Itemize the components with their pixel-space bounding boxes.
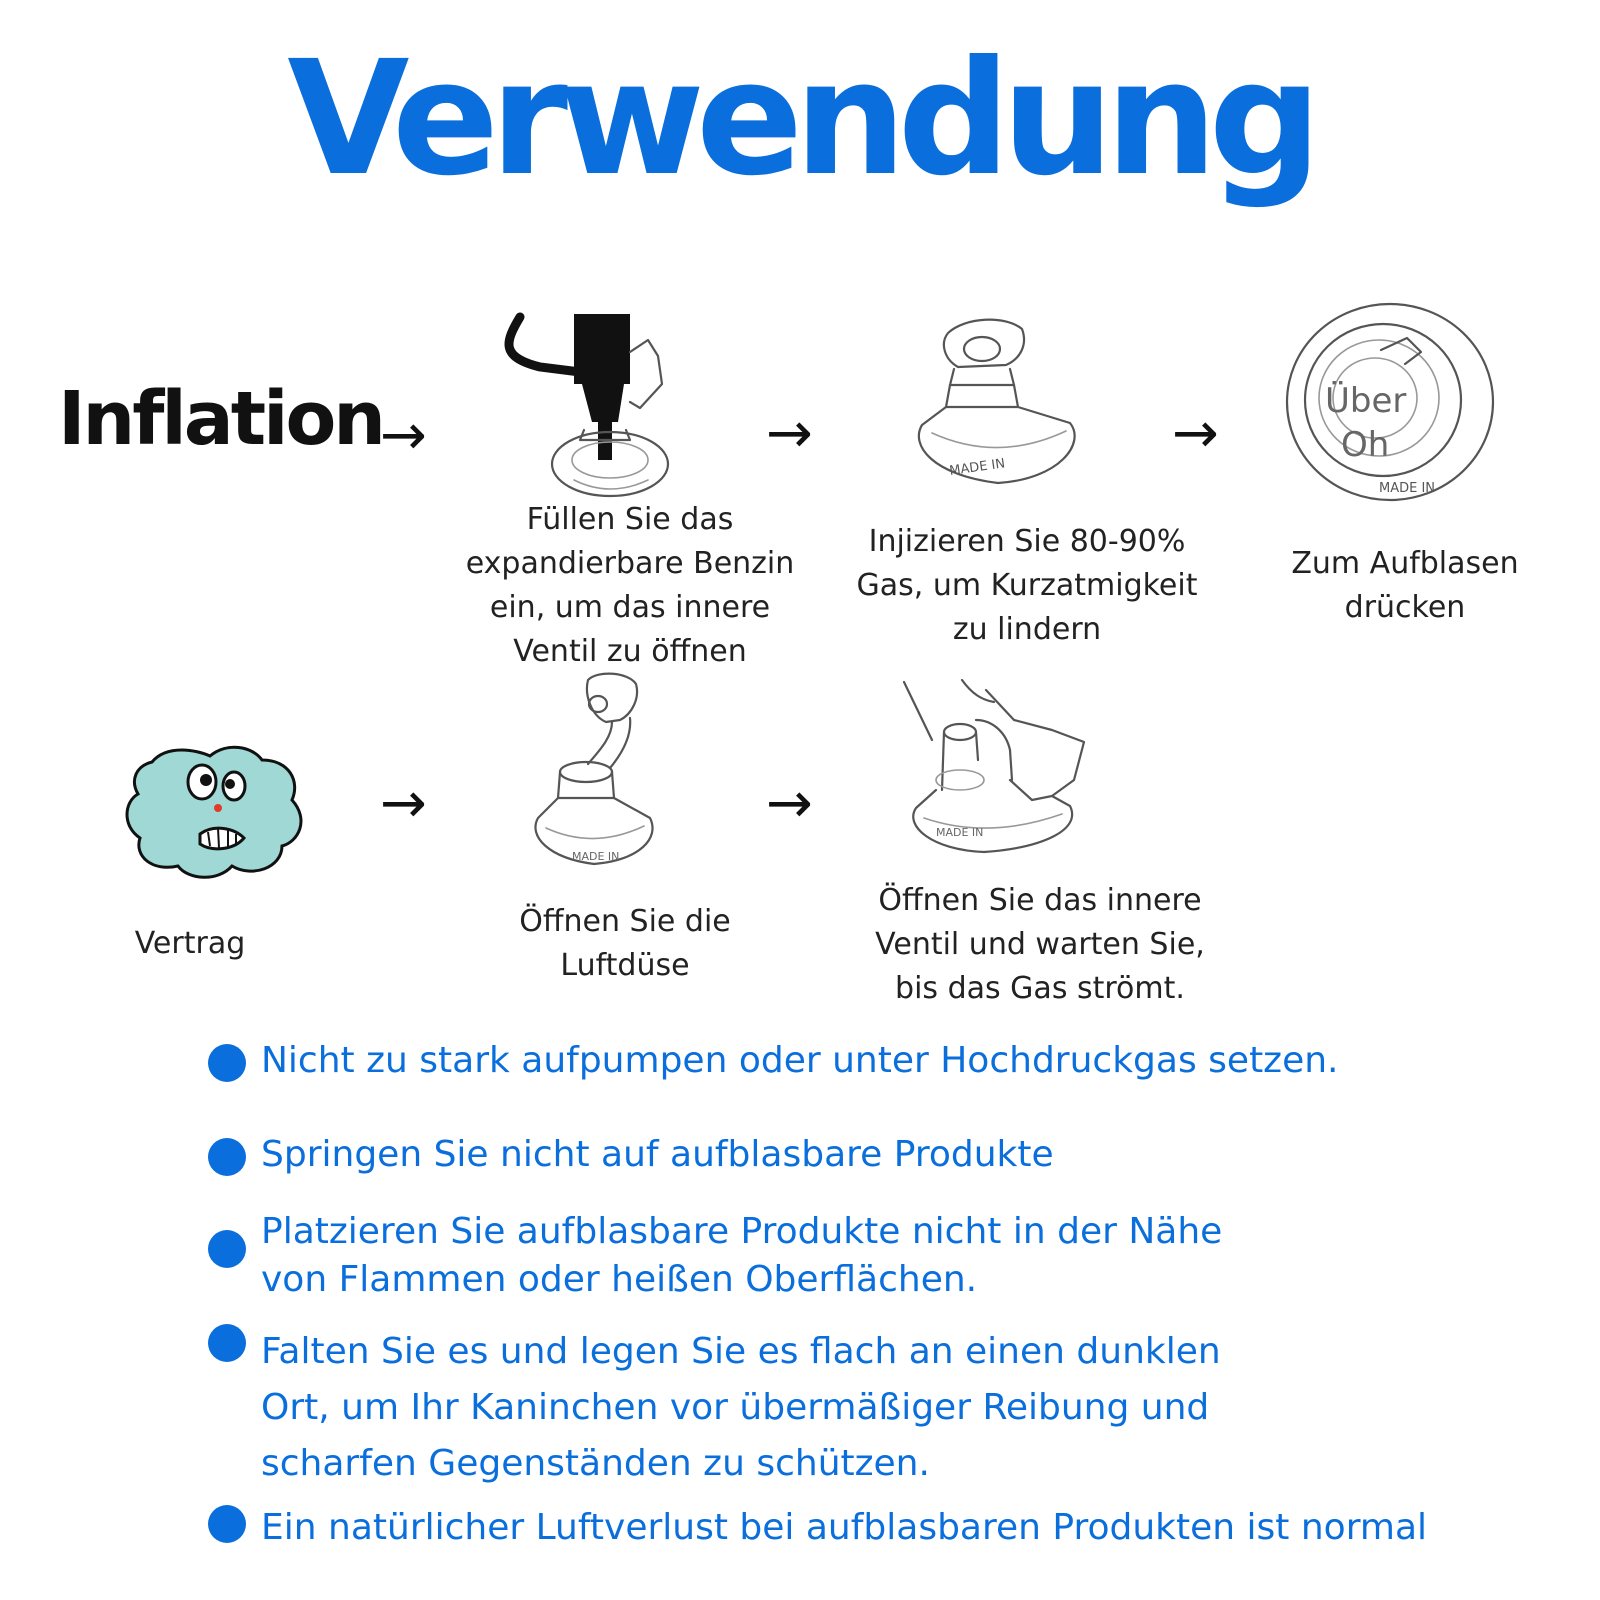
page-title: Verwendung [287, 27, 1313, 211]
valve-inject-drawing [910, 315, 1085, 500]
arrow-icon: → [380, 403, 427, 468]
valve-text-lower: Oh [1341, 425, 1390, 465]
cloud-character-icon [122, 742, 312, 882]
valve-release-drawing [902, 680, 1087, 855]
step-inject-caption: Injizieren Sie 80-90% Gas, um Kurzatmigkeit zu lindern [856, 524, 1198, 647]
deflation-label: Vertrag [134, 926, 246, 961]
valve-text-upper: Über [1325, 381, 1407, 421]
step-fill-caption: Füllen Sie das expandierbare Benzin ein, um das innere Ventil zu öffnen [465, 502, 795, 669]
inflation-label: Inflation [58, 376, 383, 462]
valve-print-text: MADE IN [572, 850, 620, 863]
bullet-icon [208, 1324, 246, 1362]
arrow-icon: → [380, 771, 427, 836]
valve-print-text: MADE IN [948, 456, 1007, 479]
step-open-nozzle-caption: Öffnen Sie die Luftdüse [519, 904, 731, 983]
bullet-icon [208, 1230, 246, 1268]
bullet-icon [208, 1138, 246, 1176]
valve-print-text: MADE IN [1379, 481, 1436, 496]
bullet-icon [208, 1044, 246, 1082]
step-release-caption: Öffnen Sie das innere Ventil und warten Sie, bis das Gas strömt. [875, 883, 1205, 1006]
valve-open-nozzle-drawing [528, 668, 663, 873]
valve-press-drawing [1283, 300, 1498, 505]
bullet-icon [208, 1505, 246, 1543]
arrow-icon: → [766, 771, 813, 836]
valve-fill-drawing [500, 312, 690, 502]
step-press-caption: Zum Aufblasen drücken [1291, 546, 1519, 625]
valve-print-text: MADE IN [936, 826, 984, 839]
arrow-icon: → [766, 401, 813, 466]
arrow-icon: → [1172, 401, 1219, 466]
